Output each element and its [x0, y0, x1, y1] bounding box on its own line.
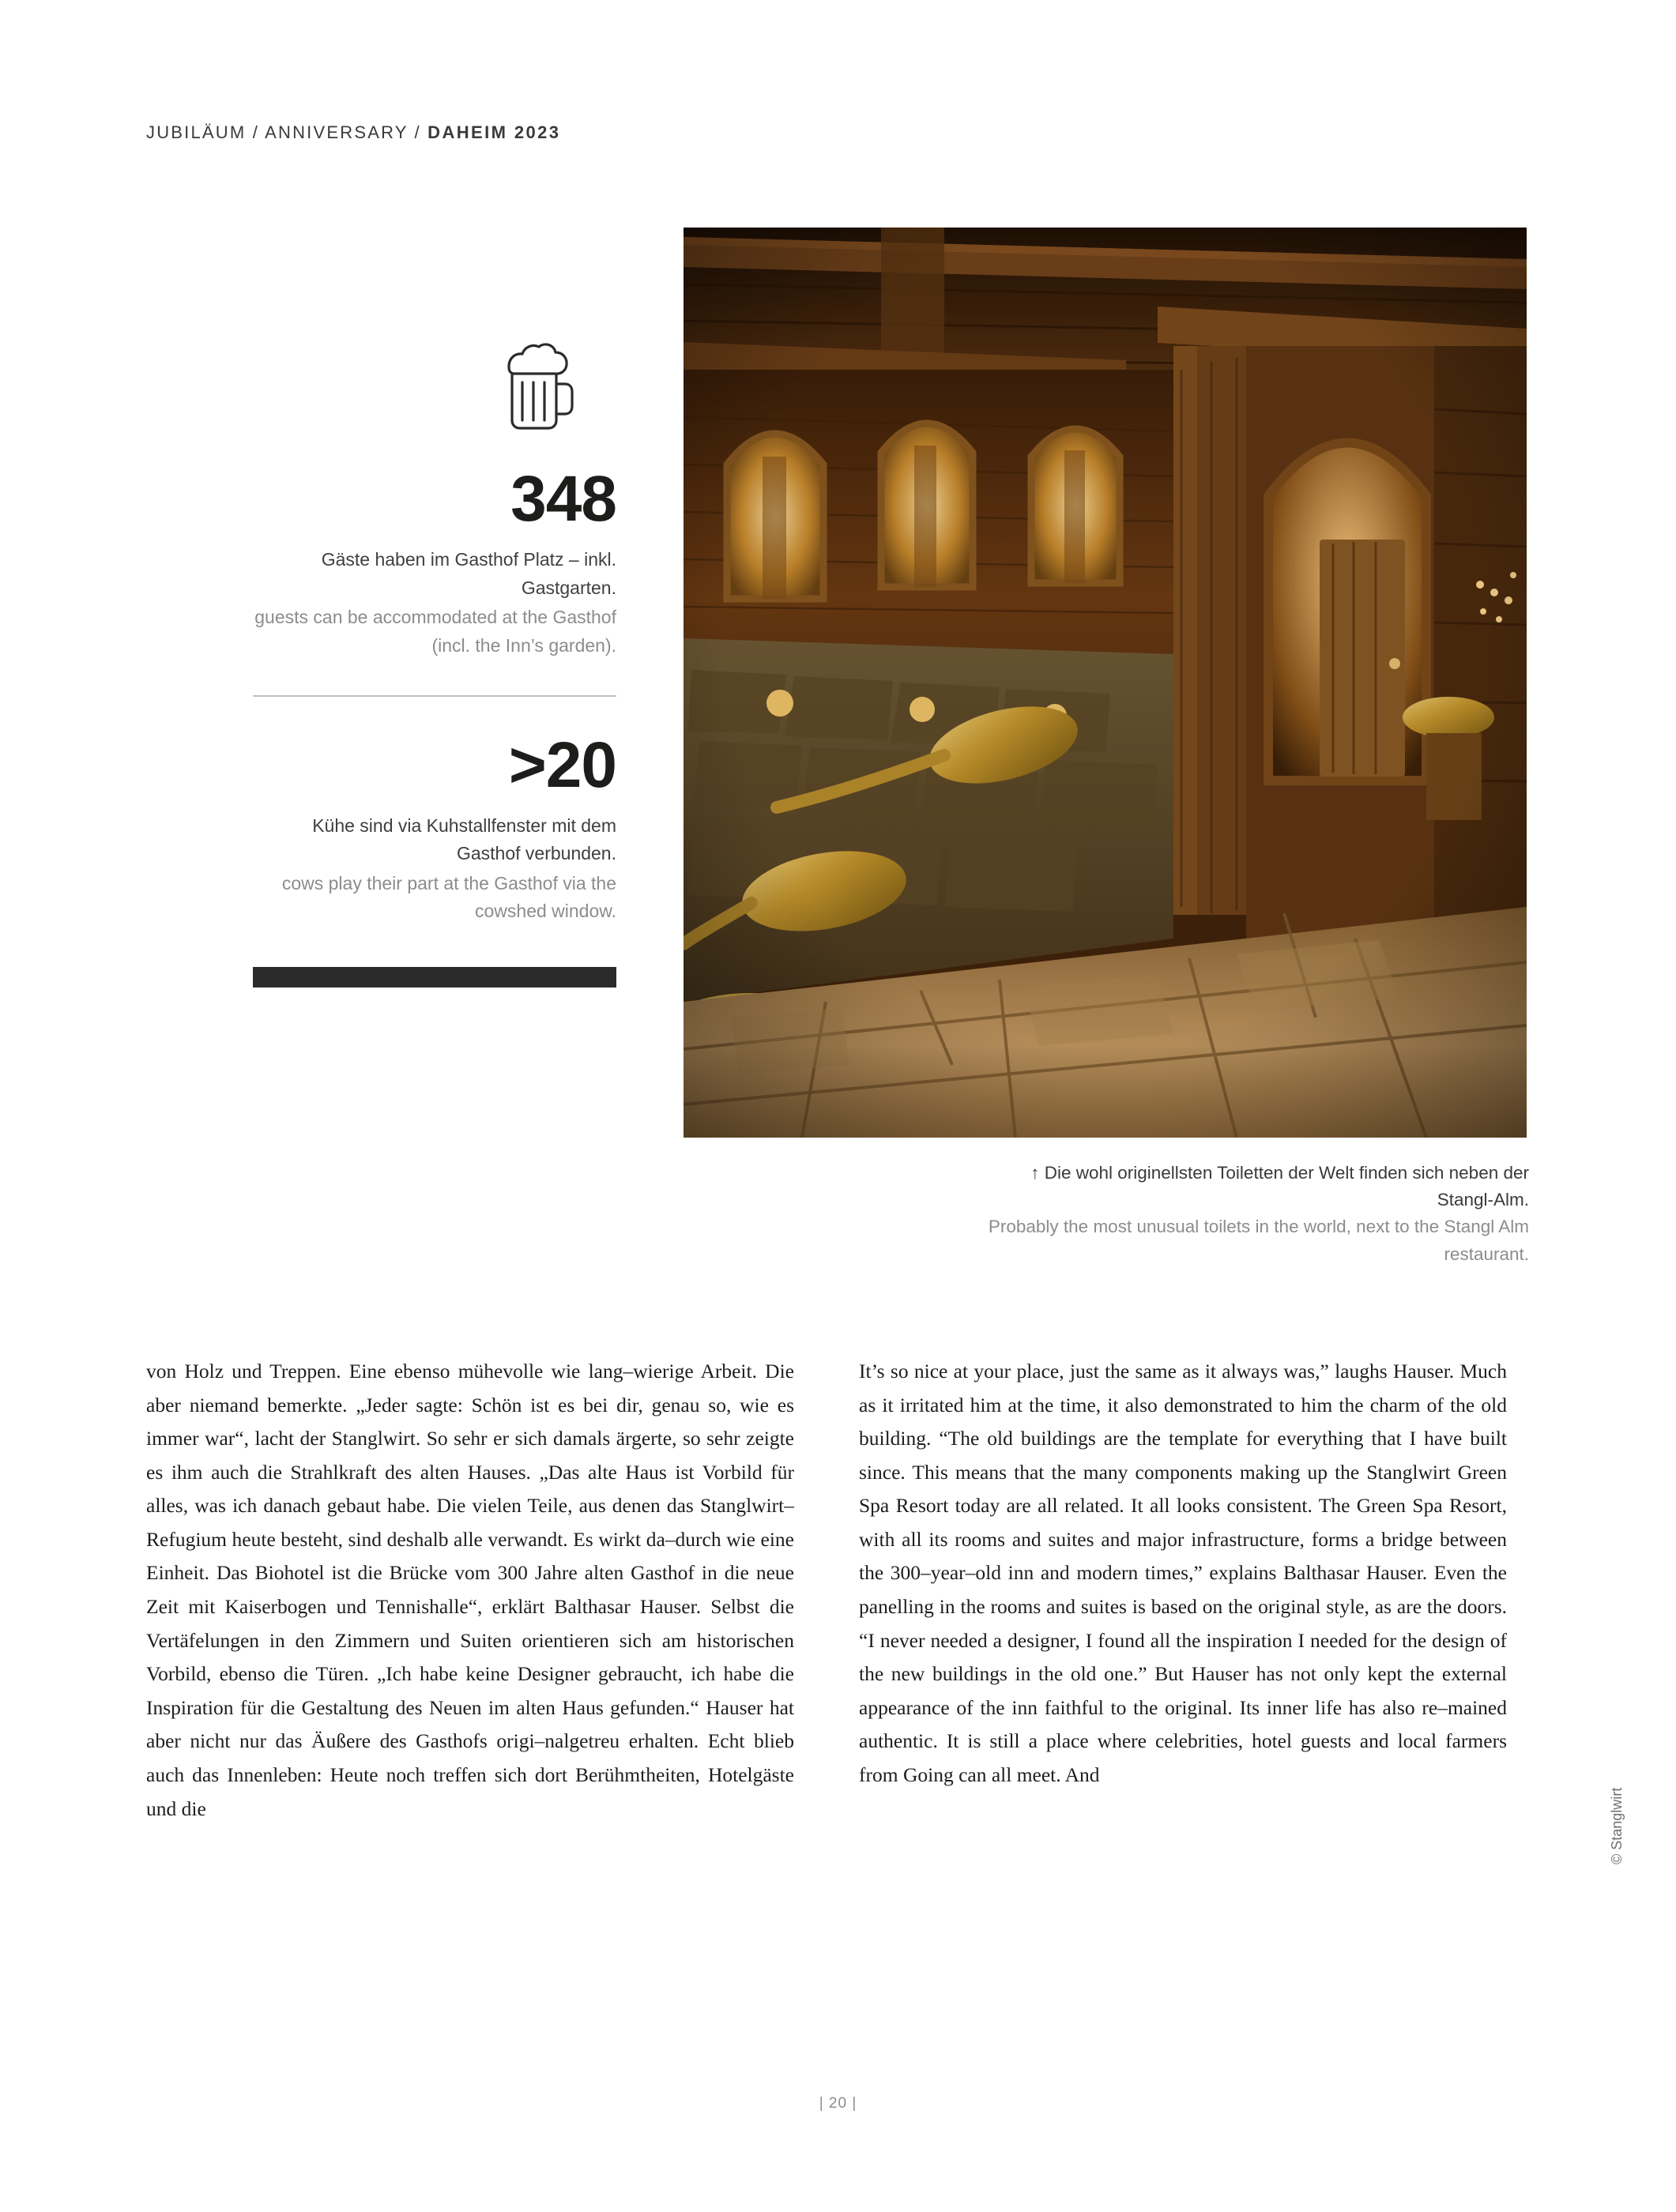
photo-caption-en: Probably the most unusual toilets in the world, next to the Stangl Alm restaurant.	[988, 1217, 1529, 1264]
page-number: | 20 |	[819, 2095, 857, 2112]
caption-arrow-icon: ↑	[1030, 1163, 1045, 1183]
stat-number-2: >20	[508, 728, 616, 801]
feature-photo-illustration	[684, 228, 1527, 1138]
stat-number-1: 348	[510, 463, 616, 535]
body-column-right	[859, 1355, 1507, 1793]
running-head	[146, 122, 560, 143]
photo-credit: © Stanglwirt	[1609, 1787, 1625, 1864]
body-text-english: It’s so nice at your place, just the same as it always was,” laughs Hauser. Much as it irritated him at the time, it also demonstrated to him the charm of the old building. “The old buildings are the template for everything that I have built since. This means that the many components making up the Stanglwirt Green Spa Resort today are all related. It all looks consistent. The Green Spa Resort, with all its rooms and suites and major infrastructure, forms a bridge between the 300–year–old inn and modern times,” explains Balthasar Hauser. Even the panelling in the rooms and suites is based on the original style, as are the doors. “I never needed a designer, I found all the inspiration I needed for the design of the new buildings in the old one.” But Hauser has not only kept the external appearance of the inn faithful to the original. Its inner life has also re–mained authentic. It is still a place where celebrities, hotel guests and local farmers from Going can all meet. And	[859, 1360, 1507, 1786]
stat-text-de-2: Kühe sind via Kuhstallfenster mit dem Gasthof verbunden.	[312, 814, 616, 864]
beer-mug-icon	[485, 332, 580, 438]
running-head-issue: DAHEIM 2023	[427, 122, 561, 142]
body-text-german: von Holz und Treppen. Eine ebenso mühevolle wie lang–wierige Arbeit. Die aber niemand bemerkte. „Jeder sagte: Schön ist es bei dir, genau so, wie es immer war“, lacht der Stanglwirt. So sehr er sich damals ärgerte, so sehr zeigte es ihm auch die Strahlkraft des alten Hauses. „Das alte Haus ist Vorbild für alles, was ich danach gebaut habe. Die vielen Teile, aus denen das Stanglwirt–Refugium heute besteht, sind deshalb alle verwandt. Es wirkt da–durch wie eine Einheit. Das Biohotel ist die Brücke vom 300 Jahre alten Gasthof in die neue Zeit mit Kaiserbogen und Tennishalle“, erklärt Balthasar Hauser. Selbst die Vertäfelungen in den Zimmern und Suiten orientieren sich am historischen Vorbild, ebenso die Türen. „Ich habe keine Designer gebraucht, ich habe die Inspiration für die Gestaltung des Neuen im alten Haus gefunden.“ Hauser hat aber nicht nur das Äußere des Gasthofs origi–nalgetreu erhalten. Echt blieb auch das Innenleben: Heute noch treffen sich dort Berühmtheiten, Hotelgäste und die	[146, 1360, 794, 1820]
stats-column	[253, 332, 616, 988]
feature-photo	[684, 228, 1527, 1138]
running-head-section: JUBILÄUM / ANNIVERSARY /	[146, 122, 428, 142]
caption-de-text: Die wohl originellsten Toiletten der Welt finden sich neben der Stangl-Alm.	[1044, 1163, 1529, 1210]
stats-divider	[253, 695, 616, 697]
stat-block-1	[253, 463, 616, 660]
body-column-left	[146, 1355, 794, 1826]
photo-caption	[972, 1160, 1529, 1268]
stat-block-2	[253, 728, 616, 927]
stat-text-de-1: Gäste haben im Gasthof Platz – inkl. Gastgarten.	[321, 549, 616, 598]
decorative-bar	[253, 967, 616, 988]
stat-text-en-2: cows play their part at the Gasthof via the cowshed window.	[281, 872, 616, 922]
stat-text-en-1: guests can be accommodated at the Gasthof (incl. the Inn’s garden).	[254, 607, 616, 656]
photo-caption-de	[972, 1160, 1529, 1213]
